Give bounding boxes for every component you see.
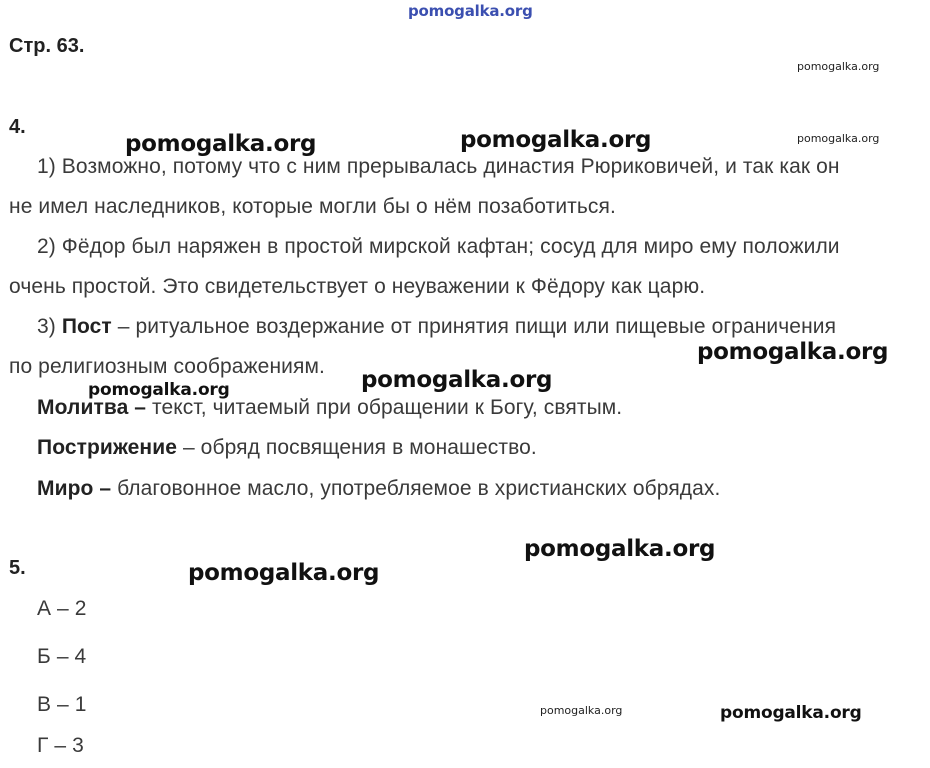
definition-postrizhenie [37,436,537,460]
task-4-number: 4. [9,116,26,138]
task-5-number: 5. [9,557,26,579]
watermark-top: pomogalka.org [408,2,533,20]
page-label: Стр. 63. [9,35,85,57]
watermark: pomogalka.org [720,703,862,723]
watermark-small: pomogalka.org [797,60,880,73]
task-4-p1-line2: не имел наследников, которые могли бы о нём позаботиться. [9,195,616,218]
answer-item: В – 1 [37,693,87,716]
definition-text: текст, читаемый при обращении к Богу, святым. [146,396,623,419]
definition-text: благовонное масло, употребляемое в христианских обрядах. [111,477,721,500]
watermark: pomogalka.org [460,127,652,153]
watermark-small: pomogalka.org [540,704,623,717]
definition-miro [37,477,720,501]
watermark: pomogalka.org [125,131,317,157]
term-post: Пост [61,315,112,338]
definition-text: – обряд посвящения в монашество. [177,436,537,459]
answer-item: Б – 4 [37,645,87,668]
task-4-p3-line1 [37,315,836,339]
task-4-p1-line1: 1) Возможно, потому что с ним прерывалась династия Рюриковичей, и так как он [37,155,840,178]
term-molitva: Молитва – [37,396,147,419]
watermark: pomogalka.org [697,339,889,365]
watermark: pomogalka.org [88,380,230,400]
p3-rest: – ритуальное воздержание от принятия пищи или пищевые ограничения [111,315,837,338]
answer-item: А – 2 [37,597,87,620]
watermark-small: pomogalka.org [797,132,880,145]
term-miro: Миро – [37,477,112,500]
p3-prefix: 3) [37,315,62,338]
watermark: pomogalka.org [188,560,380,586]
task-4-p2-line2: очень простой. Это свидетельствует о неуважении к Фёдору как царю. [9,275,706,298]
task-4-p2-line1: 2) Фёдор был наряжен в простой мирской кафтан; сосуд для миро ему положили [37,235,840,258]
answer-item: Г – 3 [37,734,84,757]
watermark: pomogalka.org [524,536,716,562]
watermark: pomogalka.org [361,367,553,393]
task-4-p3-line2: по религиозным соображениям. [9,355,325,378]
term-postrizhenie: Пострижение [37,436,178,459]
